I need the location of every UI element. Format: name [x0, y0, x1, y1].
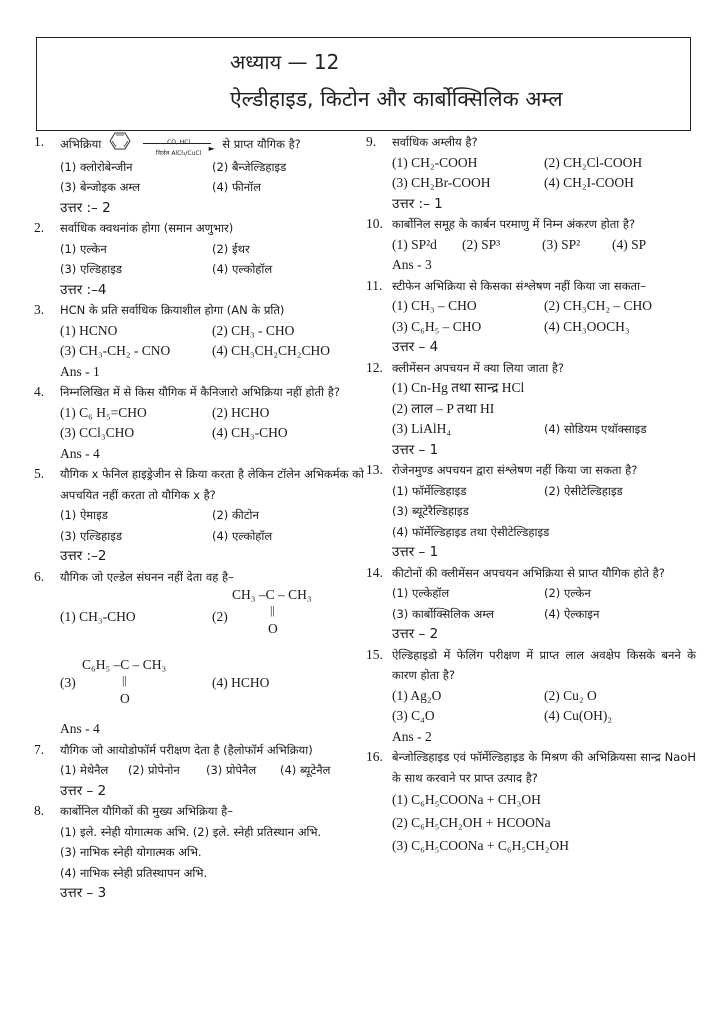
question-text: यौगिक x फेनिल हाइड्रेजीन से क्रिया करता है लेकिन टॉलेन अभिकर्मक को अपचयित नहीं करता तो यौगिक x है?: [60, 467, 364, 502]
option-1: (1) Cn-Hg तथा सान्द्र HCl: [392, 380, 525, 395]
double-bond: ||: [270, 603, 275, 617]
option-4: (4) एल्कोहॉल: [212, 262, 273, 276]
option-3: (3) कार्बोक्सिलिक अम्ल: [392, 606, 494, 621]
arrow-head-icon: ►: [208, 144, 215, 154]
reagent-bottom: निर्जल AlCl₃/CuCl: [156, 150, 202, 158]
option-2: (2) CH₃ - CHO: [212, 322, 295, 338]
question-14: [366, 563, 696, 645]
question-13: [366, 460, 696, 563]
option-2: (2) CH₃CH₂ – CHO: [544, 298, 653, 313]
option-2: (2) Cu₂ O: [544, 687, 597, 703]
options: [34, 321, 364, 362]
chapter-number: अध्याय — 12: [230, 50, 340, 74]
option-2-label: (2): [212, 609, 228, 624]
option-3: (3) ब्यूटेरैल्डिहाइड: [392, 504, 469, 518]
option-4: (4) SP: [612, 236, 647, 252]
question-number: 13.: [366, 462, 383, 477]
question-6: [34, 567, 364, 740]
answer: उत्तर – 2: [60, 782, 107, 799]
option-1: (1) CH₃ – CHO: [392, 298, 477, 313]
option-2: (2) बैन्जेल्डिहाइड: [212, 159, 287, 174]
structure-3-bottom: O: [120, 691, 130, 706]
question-15: [366, 645, 696, 748]
option-3: (3) SP²: [542, 236, 581, 252]
question-number: 15.: [366, 646, 383, 662]
question-text-post: से प्राप्त यौगिक है?: [222, 136, 301, 151]
question-number: 5.: [34, 466, 45, 481]
answer: Ans - 3: [392, 257, 432, 272]
question-12: [366, 358, 696, 461]
question-4: [34, 382, 364, 464]
option-1: (1) मेथेनैल: [60, 763, 109, 777]
option-2: (2) CH₂Cl-COOH: [544, 154, 643, 170]
question-16: [366, 747, 696, 857]
reaction-arrow: [141, 135, 217, 158]
question-3: [34, 300, 364, 382]
answer: उत्तर :– 1: [392, 195, 443, 212]
option-2: (2) कीटोन: [212, 508, 259, 522]
question-text: सर्वाधिक अम्लीय है?: [392, 135, 478, 149]
option-4: (4) Cu(OH)₂: [544, 708, 613, 723]
question-2: [34, 218, 364, 300]
option-3: (3) CCl₃CHO: [60, 425, 135, 440]
question-text: सर्वाधिक क्वथनांक होगा (समान अणुभार): [60, 221, 234, 235]
question-number: 8.: [34, 803, 45, 818]
option-4: (4) एल्कोहॉल: [212, 528, 273, 543]
question-text: कीटोनों की क्लीमेंसन अपचयन अभिक्रिया से प्राप्त यौगिक होते है?: [392, 565, 665, 580]
answer: Ans - 2: [392, 728, 432, 744]
option-4: (4) HCHO: [212, 675, 270, 690]
option-1: (1) CH₃-CHO: [60, 609, 136, 624]
structure-3-top: C₆H₅ –C – CH₃: [82, 657, 167, 672]
option-4: (4) ऐल्काइन: [544, 606, 600, 621]
question-11: [366, 276, 696, 358]
option-4: (4) फॉर्मेल्डिहाइड तथा ऐसीटेल्डिहाइड: [392, 524, 550, 539]
options-row-1: [34, 587, 364, 647]
question-text: ऐल्डिहाइडो में फेलिंग परीक्षण में प्राप्त लाल अवक्षेप किसके बनने के कारण होता है?: [392, 647, 696, 682]
question-text: क्लीमेंसन अपचयन में क्या लिया जाता है?: [392, 360, 565, 375]
option-2: (2) C₆H₅CH₂OH + HCOONa: [392, 815, 551, 830]
answer: Ans - 4: [60, 721, 100, 736]
question-number: 9.: [366, 134, 377, 149]
question-text: बेन्जोल्डिहाइड एवं फॉर्मेल्डिहाइड के मिश्रण की अभिक्रियसा सान्द्र NaoH के साथ करवाने पर प्राप्त उत्पाद है?: [392, 750, 696, 785]
question-number: 10.: [366, 216, 383, 231]
option-3: (3) C₄O: [392, 708, 435, 723]
option-1: (1) फॉर्मेल्डिहाइड: [392, 483, 467, 498]
options: [366, 419, 696, 440]
chapter-header-box: [36, 37, 691, 131]
question-number: 2.: [34, 220, 45, 235]
question-text: कार्बोनिल समूह के कार्बन परमाणु में निम्न अंकरण होता है?: [392, 217, 636, 231]
question-text: HCN के प्रति सर्वाधिक क्रियाशील होगा (AN के प्रति): [60, 303, 285, 317]
options: [366, 296, 696, 337]
option-2: (2) SP³: [462, 236, 501, 252]
question-number: 1.: [34, 134, 45, 149]
option-2: (2) इले. स्नेही प्रतिस्थान अभि.: [192, 824, 322, 839]
options: [366, 235, 696, 256]
option-4: (4) CH₃-CHO: [212, 425, 288, 440]
question-number: 7.: [34, 741, 45, 757]
options-row-2: [34, 647, 364, 719]
option-3: (3) C₆H₅COONa + C₆H₅CH₂OH: [392, 838, 570, 853]
structure-2-bottom: O: [268, 621, 278, 636]
option-2: (2) लाल – P तथा HI: [392, 400, 495, 416]
question-1: [34, 132, 364, 218]
option-4: (4) CH₃OOCH₃: [544, 318, 630, 334]
option-1: (1) एल्केहॉल: [392, 586, 450, 600]
option-2: (2) ईथर: [212, 241, 250, 256]
answer: उत्तर – 2: [392, 626, 439, 642]
options: [34, 403, 364, 444]
options: [366, 481, 696, 502]
question-10: [366, 214, 696, 276]
options: [366, 583, 696, 624]
options: [34, 239, 364, 280]
option-1: (1) C₆H₅COONa + CH₃OH: [392, 792, 541, 807]
question-text: रोजेनमुण्ड अपचयन द्वारा संश्लेषण नहीं किया जा सकता है?: [392, 463, 638, 477]
answer: उत्तर :–2: [60, 548, 107, 564]
question-8: [34, 801, 364, 904]
chapter-title: ऐल्डीहाइड, किटोन और कार्बोक्सिलिक अम्ल: [230, 87, 563, 111]
options-line-1: [34, 822, 364, 843]
option-4: (4) सोडियम एथॉक्साइड: [544, 422, 647, 436]
option-4: (4) CH₂I-COOH: [544, 175, 634, 190]
option-1: (1) एल्केन: [60, 241, 107, 256]
option-3: (3) एल्डिहाइड: [60, 262, 123, 276]
answer: उत्तर – 1: [392, 441, 439, 458]
structure-2-top: CH₃ –C – CH₃: [232, 587, 312, 602]
option-3: (3) CH₂Br-COOH: [392, 175, 491, 190]
option-3: (3) नाभिक स्नेही योगात्मक अभि.: [60, 845, 202, 859]
option-1: (1) SP²d: [392, 236, 437, 252]
option-3: (3) CH₃-CH₂ - CNO: [60, 343, 171, 358]
option-2: (2) HCHO: [212, 404, 270, 420]
option-4: (4) नाभिक स्नेही प्रतिस्थापन अभि.: [60, 865, 208, 880]
question-text: कार्बोनिल यौगिकों की मुख्य अभिक्रिया है–: [60, 804, 233, 818]
left-column: [34, 132, 364, 904]
answer: Ans - 4: [60, 445, 100, 461]
option-1: (1) C₆ H₅=CHO: [60, 404, 147, 420]
options: [34, 505, 364, 546]
option-4: (4) फीनॉल: [212, 180, 261, 194]
options: [366, 686, 696, 727]
question-7: [34, 740, 364, 802]
option-3: (3) बेन्जोइक अम्ल: [60, 180, 140, 194]
option-1: (1) इले. स्नेही योगात्मक अभि.: [60, 824, 190, 839]
options: [34, 760, 364, 781]
question-number: 11.: [366, 277, 383, 293]
option-3-label: (3): [60, 675, 76, 690]
answer: उत्तर :– 2: [60, 199, 111, 216]
option-2: (2) एल्केन: [544, 586, 591, 600]
question-number: 4.: [34, 384, 45, 399]
option-2: (2) प्रोपेनोन: [128, 763, 180, 777]
option-2: (2) ऐसीटेल्डिहाइड: [544, 483, 623, 498]
question-text: यौगिक जो एल्डेल संघनन नहीं देता वह है–: [60, 569, 234, 584]
option-1: (1) HCNO: [60, 322, 118, 338]
answer: उत्तर – 1: [392, 544, 439, 560]
option-3: (3) प्रोपेनैल: [206, 763, 257, 777]
double-bond: ||: [122, 673, 127, 687]
question-number: 14.: [366, 564, 383, 580]
question-number: 3.: [34, 302, 45, 317]
option-1: (1) Ag₂O: [392, 687, 442, 703]
right-column: [366, 132, 696, 857]
option-4: (4) CH₃CH₂CH₂CHO: [212, 343, 330, 358]
option-3: (3) C₆H₅ – CHO: [392, 318, 482, 334]
options: [366, 153, 696, 194]
reagent-top: CO, HCl: [167, 139, 191, 147]
question-5: [34, 464, 364, 567]
question-text-pre: अभिक्रिया: [60, 136, 102, 151]
question-number: 12.: [366, 359, 383, 375]
benzene-ring-icon: [109, 132, 131, 157]
option-4: (4) ब्यूटेनैल: [280, 763, 331, 777]
question-text: यौगिक जो आयोडोफॉर्म परीक्षण देता है (हैलोफॉर्म अभिक्रिया): [60, 742, 313, 757]
question-number: 16.: [366, 749, 383, 764]
option-3: (3) एल्डिहाइड: [60, 528, 123, 543]
question-text: निम्नलिखित में से किस यौगिक में कैनिजारो अभिक्रिया नहीं होती है?: [60, 385, 340, 399]
answer: Ans - 1: [60, 363, 100, 379]
answer: उत्तर – 4: [392, 339, 439, 355]
question-text: [60, 132, 364, 157]
option-3: (3) LiAlH₄: [392, 421, 452, 436]
option-1: (1) क्लोरोबेन्जीन: [60, 159, 133, 174]
question-text: स्टीफेन अभिक्रिया से किसका संश्लेषण नहीं किया जा सकता–: [392, 278, 646, 293]
answer: उत्तर :–4: [60, 281, 107, 298]
answer: उत्तर – 3: [60, 885, 107, 901]
question-9: [366, 132, 696, 214]
option-1: (1) CH₂-COOH: [392, 154, 478, 170]
question-number: 6.: [34, 568, 45, 584]
option-1: (1) ऐमाइड: [60, 508, 108, 522]
